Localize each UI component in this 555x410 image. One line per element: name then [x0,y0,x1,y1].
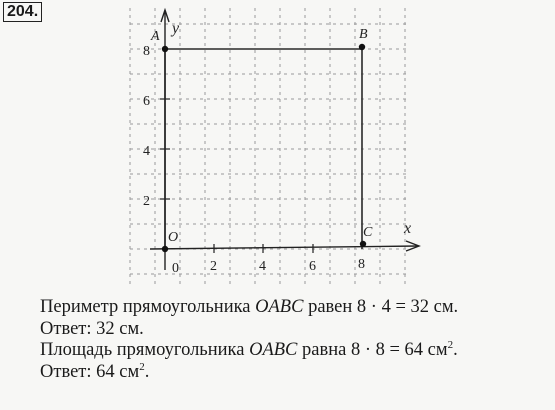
problem-number: 204. [3,2,42,22]
label-c: C [363,225,373,240]
y-tick-label-8: 8 [143,44,150,59]
x-tick-label-6: 6 [309,259,316,274]
y-tick-label-6: 6 [143,94,150,109]
label-a: A [151,29,160,44]
y-tick-label-4: 4 [143,144,150,159]
point-o [162,246,168,252]
area-answer: Ответ: 64 $см^2$. [40,360,150,382]
solution-text [40,297,458,383]
x-tick-label-4: 4 [259,259,266,274]
x-tick-label-0: 0 [172,261,179,276]
perimeter-line: Периметр прямоугольника OABC равен 8 · 4 = 32 см. [40,297,459,317]
y-tick-label-2: 2 [143,194,150,209]
point-c [360,241,366,247]
x-axis-label: x [404,220,412,237]
points [162,44,366,252]
x-tick-label-8: 8 [358,257,365,272]
point-a [162,46,168,52]
perimeter-answer: Ответ: 32 см. [40,318,144,339]
x-tick-label-2: 2 [210,259,217,274]
label-b: B [359,27,368,42]
point-b [359,44,365,50]
label-o: O [168,230,179,245]
y-axis-label: y [172,20,180,37]
area-line: Площадь прямоугольника OABC равна 8 · 8 = 64 $см^2$. [40,338,458,360]
